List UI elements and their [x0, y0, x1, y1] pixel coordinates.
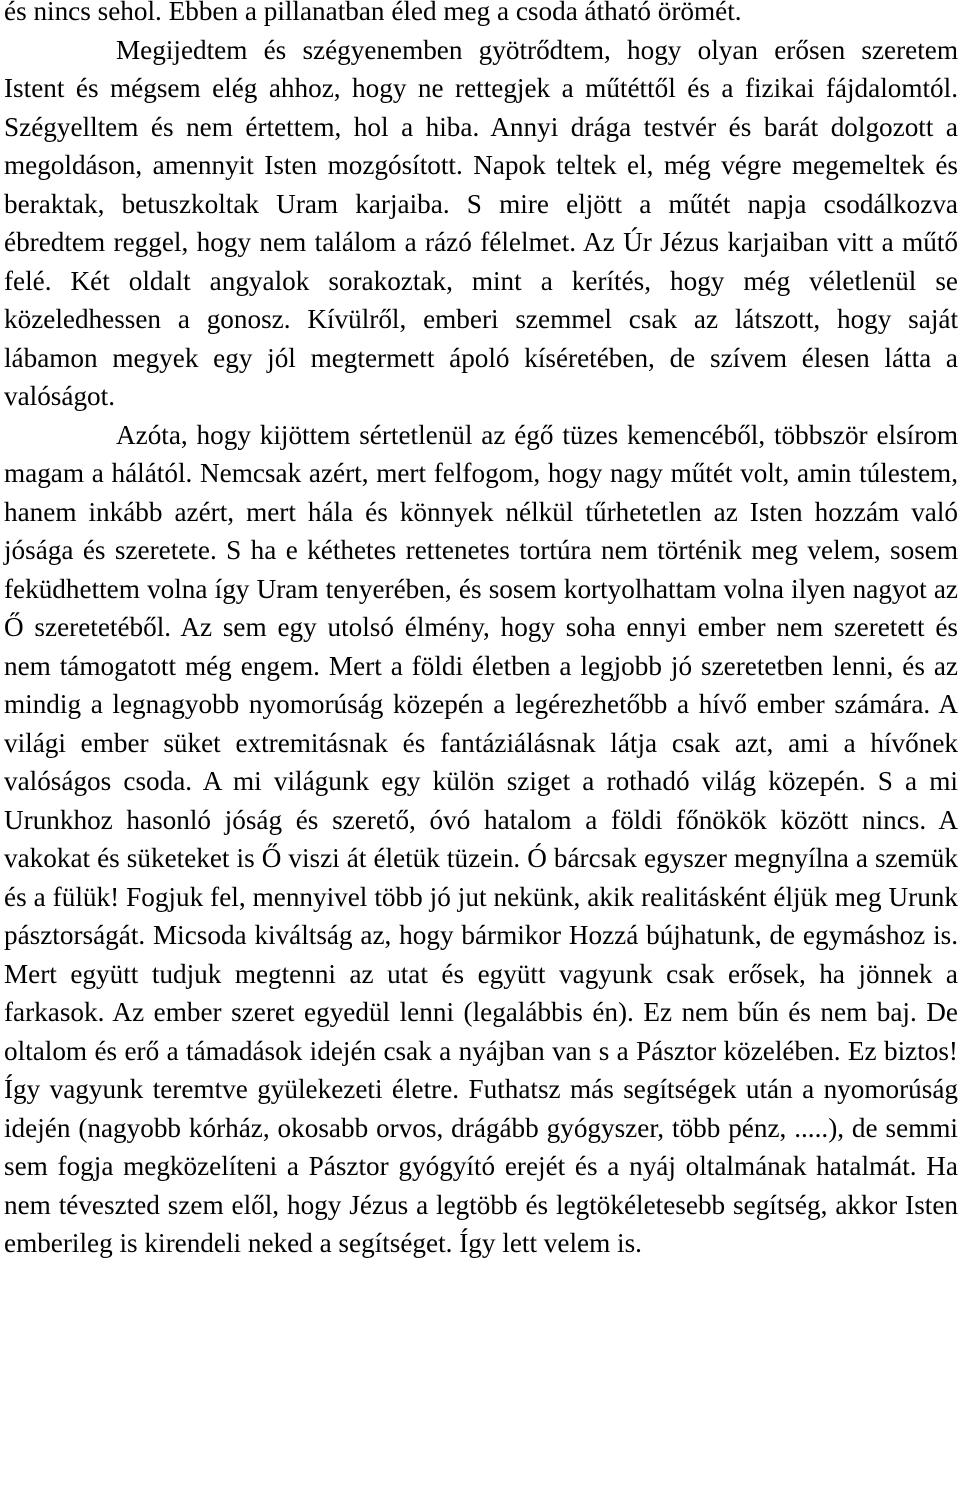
- paragraph-surgery-fear: Megijedtem és szégyenemben gyötrődtem, hogy olyan erősen szeretem Istent és mégsem elég ahhoz, hogy ne rettegjek a műtéttől és a fizikai fájdalomtól. Szégyelltem és nem értettem, hol a hiba. Annyi drága testvér és barát dolgozott a megoldáson, amennyit Isten mozgósított. Napok teltek el, még végre megemeltek és beraktak, betuszkoltak Uram karjaiba. S mire eljött a műtét napja csodálkozva ébredtem reggel, hogy nem találom a rázó félelmet. Az Úr Jézus karjaiban vitt a műtő felé. Két oldalt angyalok sorakoztak, mint a kerítés, hogy még véletlenül se közeledhessen a gonosz. Kívülről, emberi szemmel csak az látszott, hogy saját lábamon megyek egy jól megtermett ápoló kíséretében, de szívem élesen látta a valóságot.: [4, 34, 958, 411]
- paragraph-gratitude: Azóta, hogy kijöttem sértetlenül az égő tüzes kemencéből, többször elsírom magam a hálától. Nemcsak azért, mert felfogom, hogy nagy műtét volt, amin túlestem, hanem inkább azért, mert hála és könnyek nélkül tűrhetetlen az Isten hozzám való jósága és szeretete. S ha e kéthetes rettenetes tortúra nem történik meg velem, sosem feküdhettem volna így Uram tenyerében, és sosem kortyolhattam volna ilyen nagyot az Ő szeretetéből. Az sem egy utolsó élmény, hogy soha ennyi ember nem szeretett és nem támogatott még engem. Mert a földi életben a legjobb jó szeretetben lenni, és az mindig a legnagyobb nyomorúság közepén a legérezhetőbb a hívő ember számára. A világi ember süket extremitásnak és fantáziálásnak látja csak azt, ami a hívőnek valóságos csoda. A mi világunk egy külön sziget a rothadó világ közepén. S a mi Urunkhoz hasonló jóság és szerető, óvó hatalom a földi főnökök között nincs. A vakokat és süketeket is Ő viszi át életük tüzein. Ó bárcsak egyszer megnyílna a szemük és a fülük! Fogjuk fel, mennyivel több jó jut nekünk, akik realitásként éljük meg Urunk pásztorságát. Micsoda kiváltság az, hogy bármikor Hozzá bújhatunk, de egymáshoz is. Mert együtt tudjuk megtenni az utat és együtt vagyunk csak erősek, ha jönnek a farkasok. Az ember szeret egyedül lenni (legalábbis én). Ez nem bűn és nem baj. De oltalom és erő a támadások idején csak a nyájban van s a Pásztor közelében. Ez biztos! Így vagyunk teremtve gyülekezeti életre. Futhatsz más segítségek után a nyomorúság idején (nagyobb kórház, okosabb orvos, drágább gyógyszer, több pénz, .....), de semmi sem fogja megközelíteni a Pásztor gyógyító erejét és a nyáj oltalmának hatalmát. Ha nem téveszted szem elől, hogy Jézus a legtöbb és legtökéletesebb segítség, akkor Isten emberileg is kirendeli neked a segítséget. Így lett velem is.: [4, 419, 958, 1258]
- paragraph-intro: és nincs sehol. Ebben a pillanatban éled meg a csoda átható örömét.: [4, 0, 742, 26]
- document-page: [4, 0, 958, 1263]
